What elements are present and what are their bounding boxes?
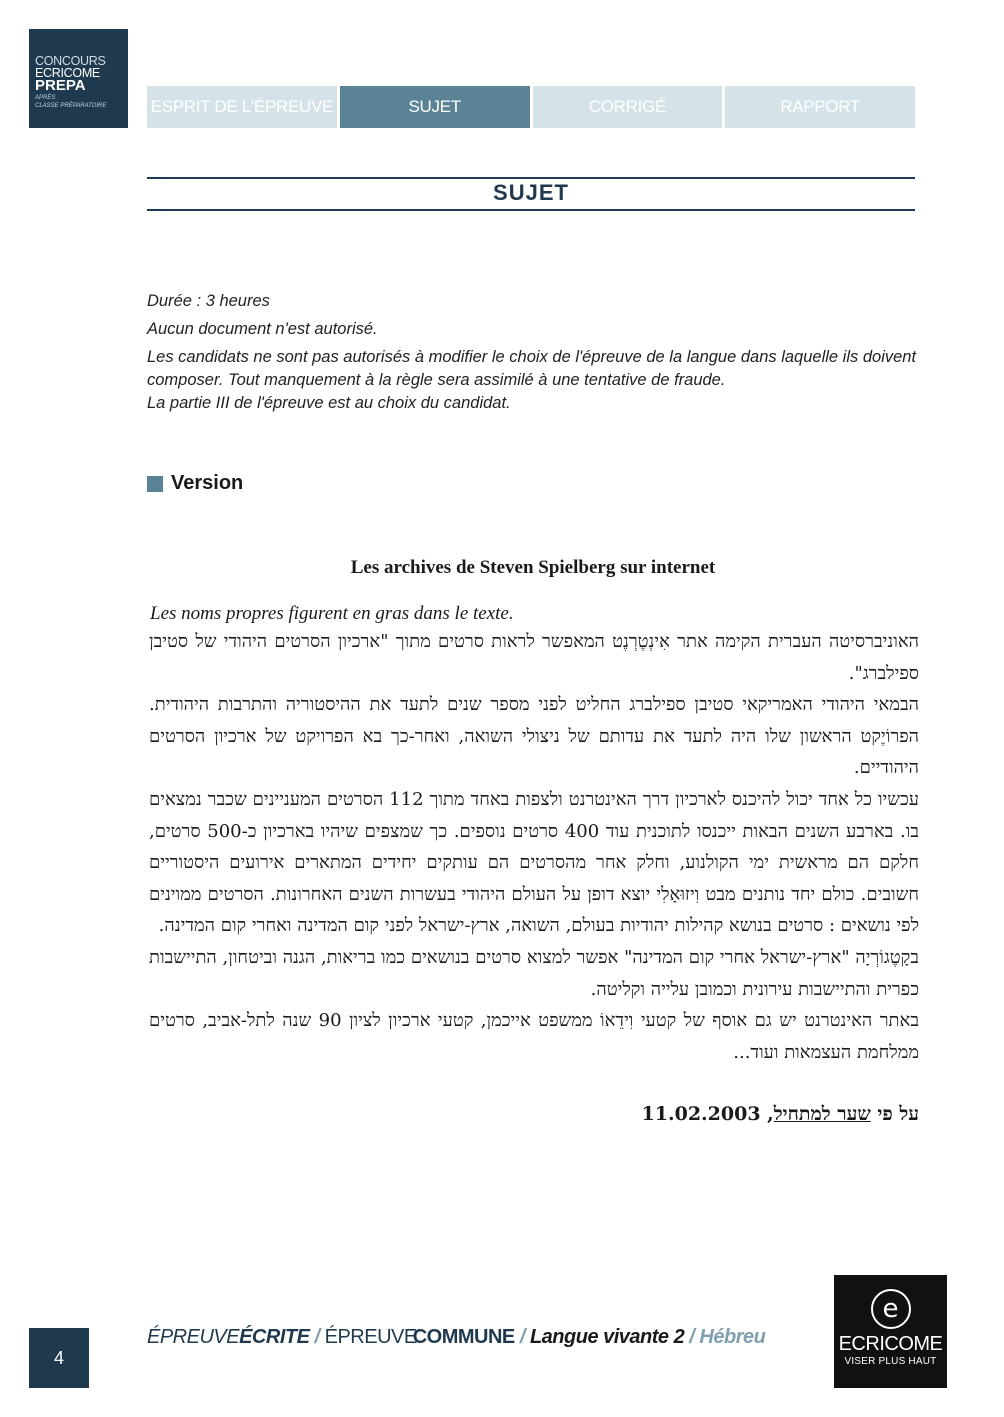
square-bullet-icon [147,476,163,492]
footer-slash-1: / [314,1326,320,1348]
source-name: שער למתחיל [773,1103,871,1125]
rule-text: Les candidats ne sont pas autorisés à modifier le choix de l'épreuve de la langue dans laquelle ils doivent composer. Tout manquement à la règle sera assimilé à une tentative de fraude. [147,348,917,389]
tab-corrige[interactable]: CORRIGÉ [533,86,723,128]
e-circle-logo-icon: e [871,1289,911,1329]
footer-epreuve: ÉPREUVE [147,1326,240,1348]
brand-name: ECRICOME [838,1333,943,1355]
page-number: 4 [29,1328,89,1388]
tab-sujet[interactable]: SUJET [340,86,530,128]
footer-epreuve-2: ÉPREUVE [324,1326,417,1348]
ecricome-brand-logo [834,1275,947,1388]
text-note: Les noms propres figurent en gras dans le texte. [150,603,514,624]
logo-line-apres: APRÈS [35,95,56,101]
version-heading-label: Version [171,472,244,494]
logo-line-prepa: PREPA [35,77,86,94]
logo-line-concours: CONCOURS [35,54,106,68]
hebrew-paragraph-4: בקָטֶגוֹרְיָה "ארץ-ישראל אחרי קום המדינה" אפשר למצוא סרטים בנושאים כמו בריאות, הגנה וביטחון, התיישבות כפרית והתיישבות עירונית וכמובן עלייה וקליטה. [149,946,919,1000]
hebrew-paragraph-3: עכשיו כל אחד יכול להיכנס לארכיון דרך האינטרנט ולצפות באחד מתוך 112 הסרטים המעניינים שכבר נמצאים בו. בארבע השנים הבאות ייכנסו לתוכנית עוד 400 סרטים נוספים. כך שמצפים שיהיו בארכיון כ-500 סרטים, חלקם הם מראשית ימי הקולנוע, וחלק אחר מהסרטים הם עותקים יחידים המתארים אירועים היסטוריים חשובים. כולם יחד נותנים מבט וִיזוּאָלִי יוצא דופן על העולם היהודי בעשרות השנים האחרונות. הסרטים ממוינים לפי נושאים : סרטים בנושא קהילות יהודיות בעולם, השואה, ארץ-ישראל לפני קום המדינה ואחרי קום המדינה. [149,788,919,937]
logo-line-ecricome: ECRICOME [35,66,100,80]
title-top-rule [147,177,915,179]
hebrew-paragraph-5: באתר האינטרנט יש גם אוסף של קטעי וִידֵאוֹ ממשפט אייכמן, קטעי ארכיון לציון 90 שנה לתל-אביב, סרטים ממלחמת העצמאות ועוד... [149,1010,920,1063]
version-heading [147,472,243,495]
concours-ecricome-logo [29,29,128,128]
footer-slash-2: / [519,1326,525,1348]
footer-exam-label [147,1326,765,1349]
source-date: , 11.02.2003 [641,1103,774,1125]
logo-line-classe: CLASSE PRÉPARATOIRE [35,103,107,109]
footer-slash-3: / [689,1326,695,1348]
tab-esprit[interactable]: ESPRIT DE L'ÉPREUVE [147,86,337,128]
footer-ecrite: ÉCRITE [239,1326,310,1348]
section-title: SUJET [493,180,569,205]
hebrew-paragraph-1: האוניברסיטה העברית הקימה אתר אִינְטֶרְנֶט המאפשר לראות סרטים מתוך "ארכיון הסרטים היהודי של סטיבן ספילברג". [149,631,919,684]
no-documents-text: Aucun document n'est autorisé. [147,320,378,338]
footer-commune: COMMUNE [412,1326,515,1348]
section-tabs [147,86,915,128]
hebrew-text [149,626,919,1068]
footer-langue: Langue vivante 2 [529,1326,685,1348]
duration-text: Durée : 3 heures [147,292,270,310]
footer-hebreu: Hébreu [699,1326,766,1348]
title-bottom-rule [147,209,915,211]
text-source [149,1103,919,1126]
exam-instructions [147,290,927,420]
brand-tagline: VISER PLUS HAUT [844,1356,937,1367]
source-prefix: על פי [877,1103,919,1125]
hebrew-paragraph-2: הבמאי היהודי האמריקאי סטיבן ספילברג החליט לפני מספר שנים לתעד את ההיסטוריה והתרבות היהודית. הפרוֹיֶקט הראשון שלו היה לתעד את עדותם של ניצולי השואה, ואחר-כך בא הפרויקט של ארכיון הסרטים היהודיים. [149,694,919,779]
text-title: Les archives de Steven Spielberg sur internet [350,557,716,578]
tab-rapport[interactable]: RAPPORT [725,86,915,128]
part3-text: La partie III de l'épreuve est au choix du candidat. [147,394,511,412]
